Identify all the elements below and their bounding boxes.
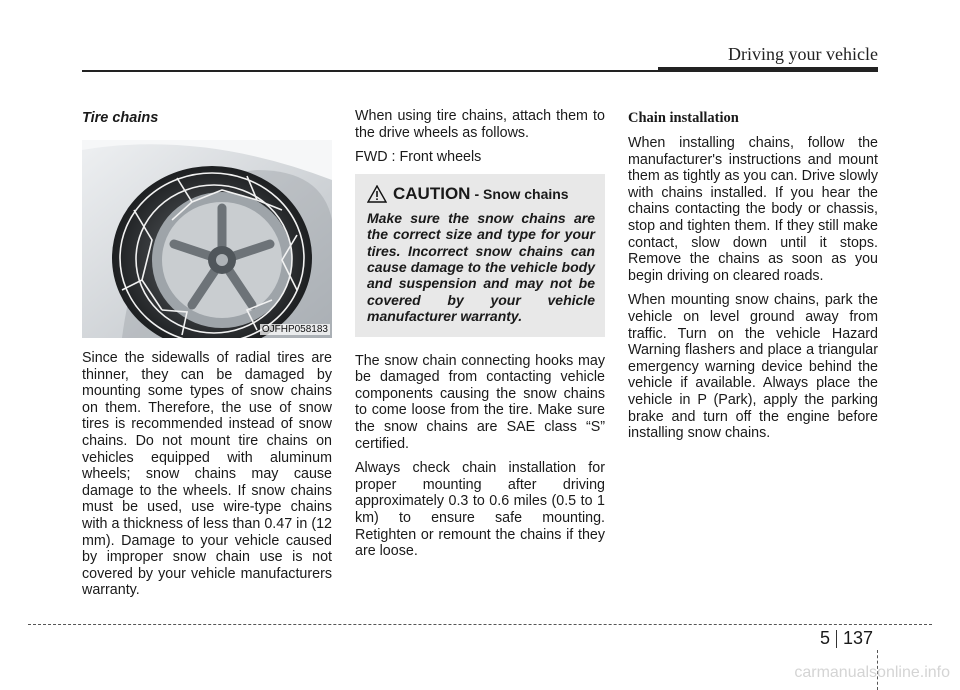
page-number-value: 137: [843, 628, 874, 648]
mounting-chains-paragraph: When mounting snow chains, park the vehicle on level ground away from traffic. Turn on the vehicle Hazard Warning flashers and place a triangular emergency warning device behind the vehicle if available. Always place the vehicle in P (Park), apply the parking brake and turn off the engine before installing snow chains.: [628, 292, 878, 442]
right-column: [628, 108, 878, 450]
fwd-paragraph: FWD : Front wheels: [355, 149, 482, 166]
page-header-title: Driving your vehicle: [728, 44, 878, 64]
figure-code: OJFHP058183: [261, 324, 328, 335]
installing-chains-paragraph: When installing chains, follow the manufacturer's instructions and mount them as tightly as you can. Drive slowly with chains installed. If you hear the chains contacting the body or chassis, stop and tighten them. If they still make contact, slow down until it stops. Remove the chains as soon as you begin driving on cleared roads.: [628, 135, 878, 284]
tire-with-chain-illustration: [82, 140, 332, 338]
caution-box: [355, 174, 605, 337]
warning-triangle-icon: [367, 185, 387, 203]
caution-header: [367, 184, 595, 204]
watermark: carmanualsonline.info: [794, 664, 950, 681]
footer-rule: [28, 624, 932, 625]
page-number-separator: [836, 630, 837, 648]
middle-column: [355, 108, 605, 568]
connecting-hooks-paragraph: The snow chain connecting hooks may be damaged from contacting vehicle components causing the snow chains to come loose from the tire. Make sure the snow chains are SAE class “S” certified.: [355, 352, 605, 452]
chain-installation-heading: Chain installation: [628, 110, 739, 126]
caution-text: Make sure the snow chains are the correct size and type for your tires. Incorrect snow chains can cause damage to the vehicle body and suspension and may not be covered by your vehicle manufacturer warranty.: [367, 209, 595, 325]
tire-chains-heading: Tire chains: [82, 110, 159, 126]
header-rule-accent: [658, 67, 878, 72]
caution-subtitle: - Snow chains: [474, 185, 569, 202]
left-column: [82, 108, 332, 607]
chapter-number: 5: [820, 628, 831, 648]
tire-chain-figure: [82, 140, 332, 338]
caution-label: CAUTION: [393, 183, 471, 203]
drive-wheels-paragraph: When using tire chains, attach them to the drive wheels as follows.: [355, 108, 605, 141]
page-number: [820, 628, 873, 649]
check-installation-paragraph: Always check chain installation for proper mounting after driving approximately 0.3 to 0.6 miles (0.5 to 1 km) to ensure safe mounting. Retighten or remount the chains if they are loose.: [355, 460, 605, 560]
tire-chains-paragraph: Since the sidewalls of radial tires are thinner, they can be damaged by mounting some types of snow chains on them. Therefore, the use of snow tires is recommended instead of snow chains. Do not mount tire chains on vehicles equipped with aluminum wheels; snow chains may cause damage to the wheels. If snow chains must be used, use wire-type chains with a thickness of less than 0.47 in (12 mm). Damage to your vehicle caused by improper snow chain use is not covered by your vehicle manufacturers warranty.: [82, 350, 332, 599]
